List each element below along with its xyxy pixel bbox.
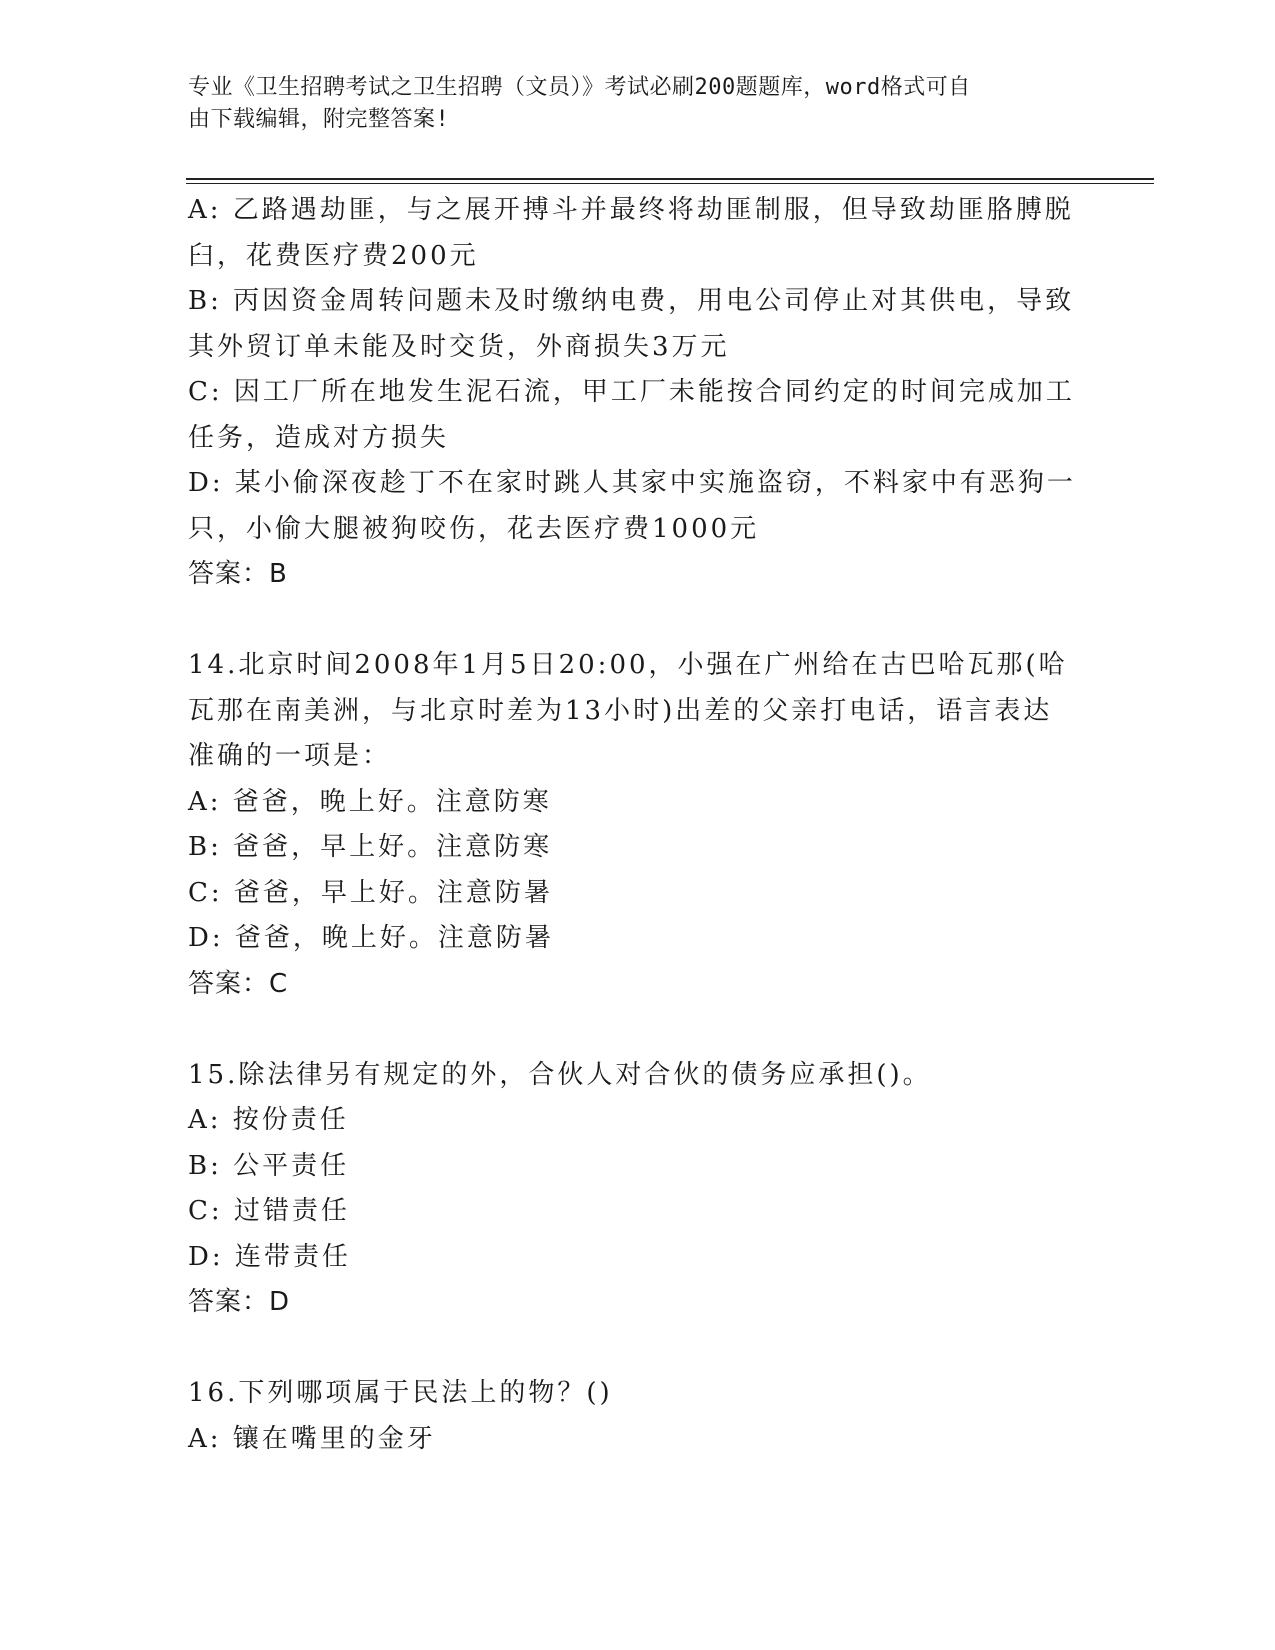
question-13-options [188,188,1088,598]
spacer [188,598,1088,644]
option-a: A: 爸爸，晚上好。注意防寒 [188,786,552,817]
option-d: D: 连带责任 [188,1241,351,1272]
answer: 答案：D [188,1287,291,1317]
question-stem: 14.北京时间2008年1月5日20:00，小强在广州给在古巴哈瓦那(哈 [188,650,1068,680]
option-a: A: 乙路遇劫匪，与之展开搏斗并最终将劫匪制服，但导致劫匪胳膊脱 [188,195,1074,225]
option-d: 只，小偷大腿被狗咬伤，花去医疗费1000元 [188,513,760,544]
option-c: C: 因工厂所在地发生泥石流，甲工厂未能按合同约定的时间完成加工 [188,377,1075,407]
option-d: D: 爸爸，晚上好。注意防暑 [188,923,554,953]
option-a: A: 按份责任 [188,1105,349,1135]
header-line: 专业《卫生招聘考试之卫生招聘（文员）》考试必刷200题题库，word格式可自 [188,75,971,100]
option-c: C: 过错责任 [188,1196,350,1226]
question-16 [188,1371,1088,1462]
question-list [188,188,1088,1462]
option-b: B: 公平责任 [188,1150,350,1181]
option-a: 臼，花费医疗费200元 [188,240,479,271]
document-header [188,72,1068,136]
option-d: D: 某小偷深夜趁丁不在家时跳人其家中实施盗窃，不料家中有恶狗一 [188,468,1076,498]
spacer [188,1326,1088,1372]
header-divider [186,183,1154,184]
answer: 答案：C [188,968,289,999]
option-b: B: 爸爸，早上好。注意防寒 [188,832,553,862]
answer: 答案：B [188,559,288,589]
question-14 [188,643,1088,1007]
option-a: A: 镶在嘴里的金牙 [188,1423,436,1454]
spacer [188,1007,1088,1053]
question-stem: 15.除法律另有规定的外，合伙人对合伙的债务应承担()。 [188,1059,932,1090]
question-15 [188,1053,1088,1326]
header-divider [186,178,1154,180]
question-stem: 瓦那在南美洲，与北京时差为13小时)出差的父亲打电话，语言表达 [188,695,1053,726]
header-line: 由下载编辑，附完整答案! [188,107,450,132]
option-c: C: 爸爸，早上好。注意防暑 [188,877,553,908]
option-c: 任务，造成对方损失 [188,422,450,453]
question-stem: 16.下列哪项属于民法上的物？() [188,1378,613,1408]
option-b: 其外贸订单未能及时交货，外商损失3万元 [188,331,730,362]
question-stem: 准确的一项是： [188,741,392,771]
option-b: B: 丙因资金周转问题未及时缴纳电费，用电公司停止对其供电，导致 [188,286,1075,316]
